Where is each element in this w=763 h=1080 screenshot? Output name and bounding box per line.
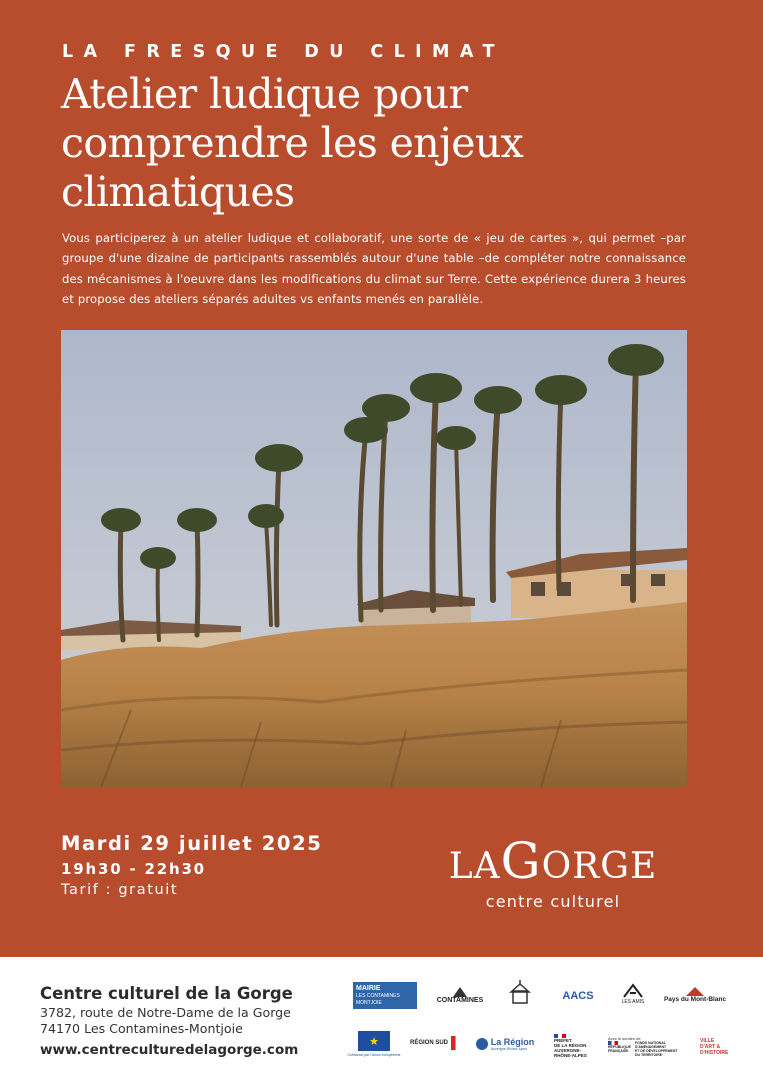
title-line: Atelier ludique pour [61, 70, 468, 118]
mairie-logo [353, 982, 417, 1009]
fonds-line2: D'AMÉNAGEMENT [634, 1044, 667, 1049]
prefet-line4: RHÔNE-ALPES [554, 1053, 587, 1058]
amis-logo [615, 980, 651, 1008]
amis-text: LES AMIS [621, 999, 645, 1005]
venue-address [40, 1005, 291, 1037]
la-region-icon [476, 1038, 488, 1050]
region-sud-text: RÉGION SUD [410, 1040, 449, 1046]
la-gorge-logo [420, 832, 686, 890]
la-region-text-block [491, 1037, 535, 1051]
eu-flag-icon: ★ [358, 1031, 390, 1051]
fonds-block [635, 1041, 678, 1057]
event-date: Mardi 29 juillet 2025 [61, 832, 323, 855]
address-line: 74170 Les Contamines-Montjoie [40, 1021, 243, 1036]
contamines-logo [432, 982, 488, 1008]
fonds-line3: ET DE DÉVELOPPEMENT [634, 1048, 678, 1053]
ville-art-histoire-logo [700, 1032, 729, 1062]
brand-rest: ORGE [541, 846, 658, 887]
event-title [61, 70, 721, 217]
region-sud-logo [410, 1030, 456, 1056]
region-sud-icon [451, 1036, 456, 1050]
title-line: climatiques [61, 168, 295, 216]
aacs-logo [553, 986, 603, 1006]
palm-cliff-photo [61, 330, 687, 787]
fonds-line1: FONDS NATIONAL [634, 1040, 666, 1045]
fnadt-block [608, 1041, 678, 1057]
bird-icon [622, 983, 644, 999]
ville-line1: VILLE [700, 1038, 715, 1044]
event-time: 19h30 - 22h30 [61, 860, 206, 878]
ville-line3: D'HISTOIRE [700, 1050, 729, 1056]
republique-line1: RÉPUBLIQUE [608, 1044, 631, 1049]
venue-website[interactable]: www.centreculturedelagorge.com [40, 1042, 299, 1058]
prefet-line3: AUVERGNE- [554, 1048, 582, 1053]
peak-icon [686, 987, 704, 996]
event-description: Vous participerez à un atelier ludique et collaboratif, une sorte de « jeu de cartes », qui permet –par groupe d'une dizaine de participants rassemblés autour d'une table –de compléter notre connaissance des mécanismes à l'oeuvre dans les modifications du climat sur Terre. Cette expérience durera 3 heures et propose des ateliers séparés adultes vs enfants menés en parallèle. [62, 231, 686, 307]
pays-mont-blanc-logo [664, 982, 726, 1008]
pays-text: Pays du Mont-Blanc [663, 996, 727, 1003]
prefet-line2: DE LA RÉGION [554, 1043, 587, 1048]
fnadt-logo [608, 1024, 688, 1068]
mairie-line2: LES CONTAMINES [356, 992, 400, 999]
mairie-line1: MAIRIE [356, 984, 381, 992]
la-region-text: La Région [490, 1037, 535, 1047]
aacs-text: AACS [562, 990, 594, 1002]
brand-prefix: LA [448, 846, 501, 887]
soutien-text: Avec le soutien de [608, 1035, 641, 1041]
photo-illustration [61, 330, 687, 787]
ville-line2: D'ART & [700, 1044, 721, 1050]
eu-logo [347, 1026, 401, 1062]
la-region-logo [470, 1032, 540, 1056]
event-price: Tarif : gratuit [61, 882, 179, 898]
event-kicker: LA FRESQUE DU CLIMAT [62, 42, 505, 62]
republique-block [608, 1041, 631, 1057]
venue-name: Centre culturel de la Gorge [40, 984, 293, 1003]
contamines-text: CONTAMINES [436, 996, 484, 1004]
mountain-icon [453, 987, 467, 997]
chapel-icon [506, 979, 534, 1007]
mairie-line3: MONTJOIE [356, 999, 382, 1006]
la-region-sub: Auvergne-Rhône-Alpes [490, 1047, 528, 1051]
prefet-line1: PRÉFET [554, 1038, 572, 1043]
brand-subtitle: centre culturel [485, 892, 621, 911]
eu-caption: Cofinancé par l'Union européenne [347, 1053, 401, 1057]
chapel-logo [504, 978, 536, 1008]
fonds-line4: DU TERRITOIRE [634, 1052, 663, 1057]
prefet-logo [554, 1026, 598, 1066]
republique-line2: FRANÇAISE [608, 1048, 629, 1053]
brand-initial: G [500, 832, 542, 890]
title-line: comprendre les enjeux [61, 119, 524, 167]
address-line: 3782, route de Notre-Dame de la Gorge [40, 1005, 291, 1020]
